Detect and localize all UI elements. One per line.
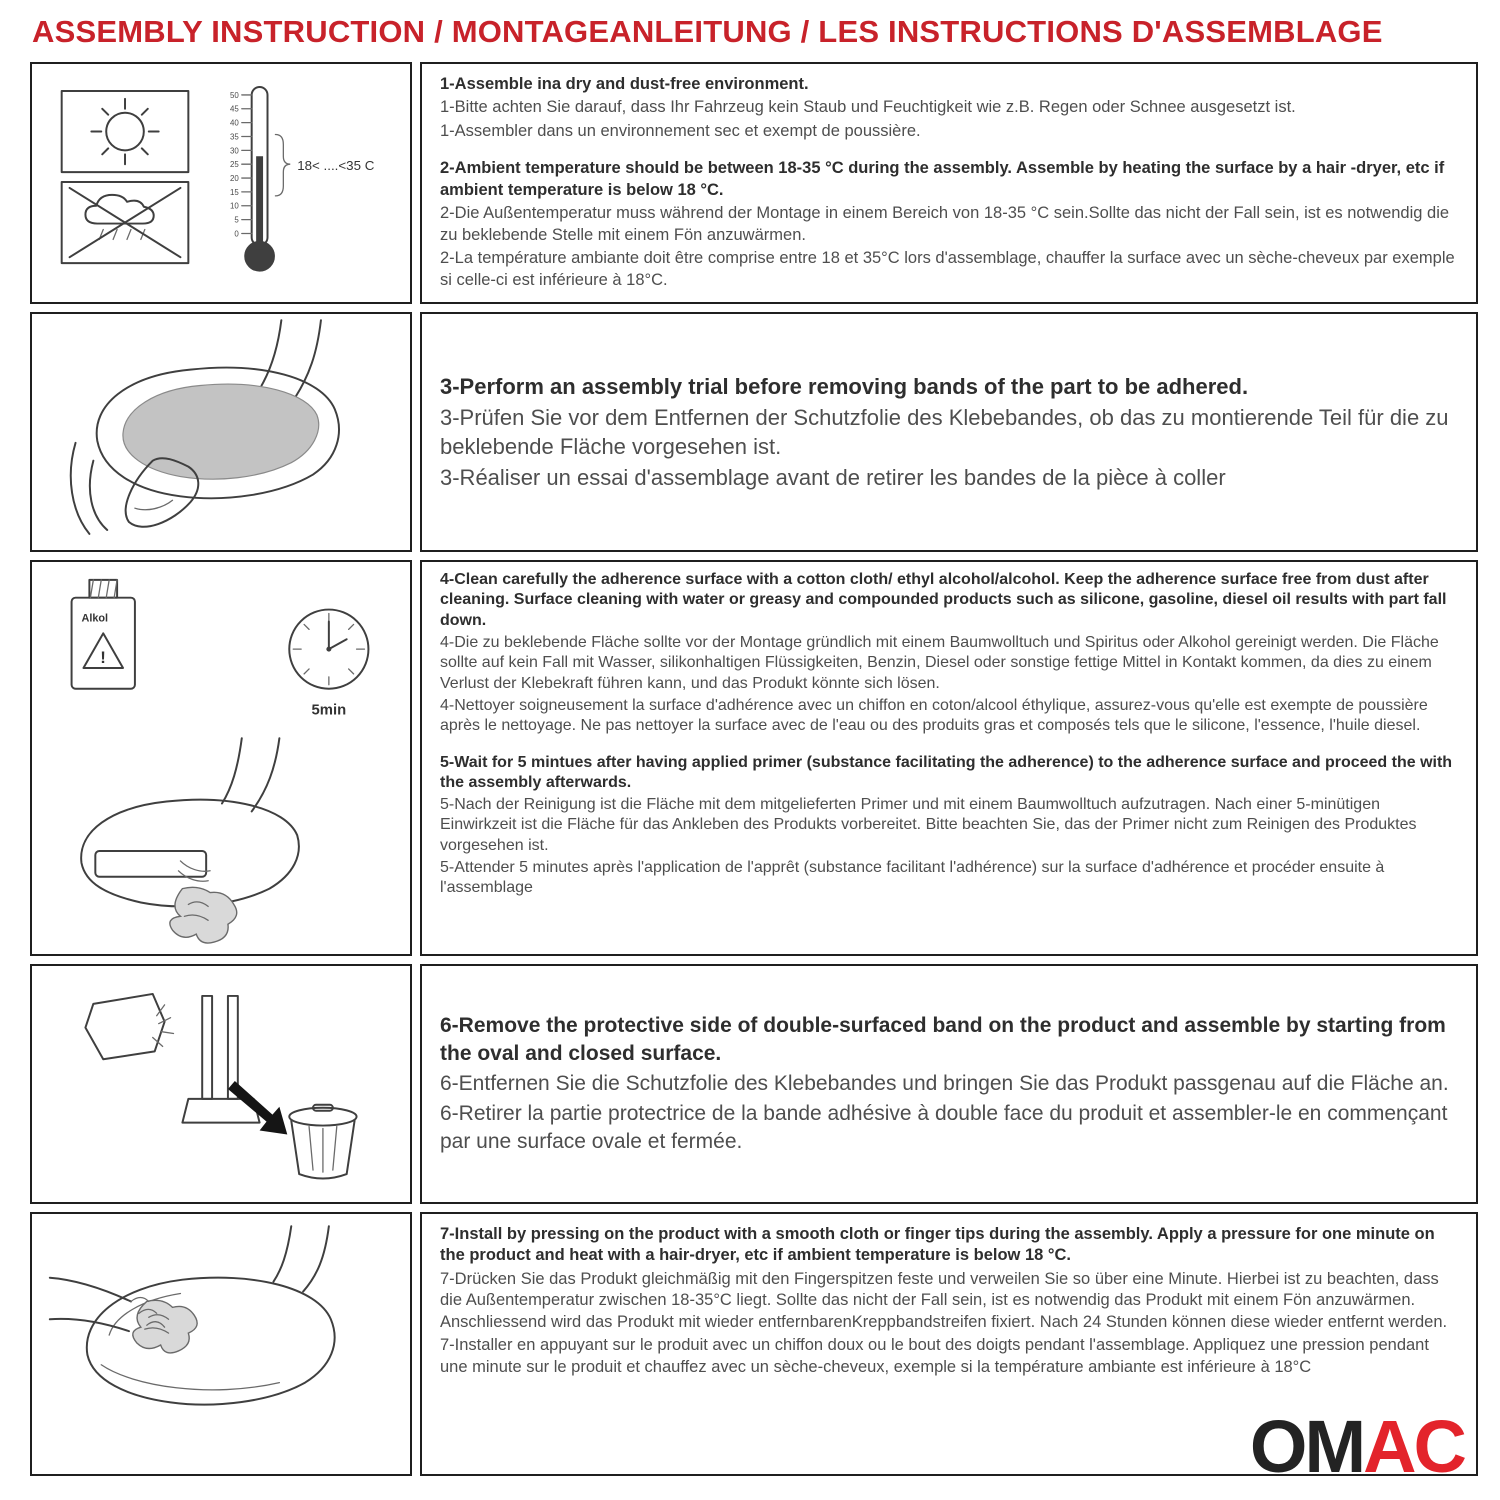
instruction-text-1 (420, 62, 1478, 304)
mirror-cap-icon (87, 1278, 335, 1405)
instruction-en: 5-Wait for 5 mintues after having applied primer (substance facilitating the adherence) to the adherence surface and proceed the with the assembly afterwards. (440, 753, 1453, 791)
instruction-en: 6-Remove the protective side of double-surfaced band on the product and assemble by starting from the oval and closed surface. (440, 1014, 1446, 1066)
instruction-fr: 4-Nettoyer soigneusement la surface d'adhérence avec un chiffon en coton/alcool éthylique, assurez-vous qu'elle est exempte de poussière après le nettoyage. Ne pas nettoyer la surface avec de l'eau ou des produits gras et composés tels que le silicone, l'essence, l'huile diesel. (440, 696, 1428, 735)
mirror-hand-illustration (32, 314, 410, 550)
svg-text:15: 15 (230, 187, 239, 197)
instruction-de: 1-Bitte achten Sie darauf, dass Ihr Fahrzeug kein Staub und Feuchtigkeit wie z.B. Regen oder Schnee ausgesetzt ist. (440, 98, 1296, 117)
mirror-arm-lines (273, 1226, 328, 1291)
trash-can-icon (289, 1105, 356, 1179)
climate-illustration-svg (32, 64, 410, 302)
press-illustration (30, 1212, 412, 1476)
svg-text:25: 25 (230, 160, 239, 170)
omac-logo-dark: OM (1249, 1405, 1364, 1488)
instruction-fr: 1-Assembler dans un environnement sec et exempt de poussière. (440, 121, 921, 140)
cleaning-illustration-svg (32, 562, 410, 954)
instruction-en: 1-Assemble ina dry and dust-free environment. (440, 75, 809, 93)
climate-illustration (30, 62, 412, 304)
thermometer-icon (230, 87, 375, 271)
instruction-row-4 (30, 964, 1478, 1204)
cleaning-illustration (30, 560, 412, 956)
arrow-icon (228, 1081, 287, 1134)
instruction-de: 4-Die zu beklebende Fläche sollte vor der Montage gründlich mit einem Baumwolltuch und Spiritus oder Alkohol gereinigt werden. Die Fläche sollte auf kein Fall mit Wasser, silikonhaltigen Flüssigkeiten, Benzin, Diesel oder sonstige fettige Mittel in Kontakt kommen, da dies zu einem Verlust der Klebekraft führen kann, und das Produkt könnte sich lösen. (440, 633, 1439, 692)
clock-label: 5min (311, 702, 347, 719)
press-cloth-illustration (32, 1214, 410, 1474)
instruction-row-1 (30, 62, 1478, 304)
instruction-en: 2-Ambient temperature should be between 18-35 °C during the assembly. Assemble by heating the surface by a hair -dryer, etc if ambient temperature is below 18 °C. (440, 159, 1445, 199)
peel-hand-icon (85, 994, 173, 1059)
svg-text:40: 40 (230, 118, 239, 128)
mirror-cap-icon (97, 368, 339, 499)
instruction-de: 5-Nach der Reinigung ist die Fläche mit dem mitgelieferten Primer und mit einem Baumwolltuch aufzutragen. Nach einer 5-minütigen Einwirkzeit ist die Fläche für das Ankleben des Produkts vorbereitet. Bitte beachten Sie, das der Primer nicht zum Reinigen des Produktes vorgesehen ist. (440, 796, 1417, 854)
svg-text:20: 20 (230, 174, 239, 184)
page-title: ASSEMBLY INSTRUCTION / MONTAGEANLEITUNG / LES INSTRUCTIONS D'ASSEMBLAGE (32, 14, 1383, 49)
instruction-fr: 3-Réaliser un essai d'assemblage avant de retirer les bandes de la pièce à coller (440, 465, 1226, 491)
omac-logo (1249, 1405, 1464, 1488)
band-removal-illustration (30, 964, 412, 1204)
instruction-en: 7-Install by pressing on the product with a smooth cloth or finger tips during the assembly. Apply a pressure for one minute on the product and heat with a hair-dryer, etc if ambient temperature is below 18 °C. (440, 1225, 1435, 1265)
svg-text:10: 10 (230, 201, 239, 211)
instruction-en: 4-Clean carefully the adherence surface with a cotton cloth/ ethyl alcohol/alcohol. Keep the adherence surface free from dust after cleaning. Surface cleaning with water or greasy and compounded products such as silicone, gasoline, diesel oil results with part fall down. (440, 571, 1447, 629)
instruction-de: 7-Drücken Sie das Produkt gleichmäßig mit den Fingerspitzen feste und verweilen Sie so über eine Minute. Hierbei ist zu beachten, dass die Außentemperatur zwischen 18-35°C liegt. Sollte das nicht der Fall sein, ist es notwendig das Produkt mit einem Fön anzuwärmen. Anschliessend wird das Produkt mit wieder entfernbarenKreppbandstreifen fixiert. Nach 24 Stunden können diese wieder entfernt werden. (440, 1269, 1448, 1331)
instruction-text-3 (420, 560, 1478, 956)
instruction-row-2 (30, 312, 1478, 552)
temp-range-label: 18< ....<35 C (297, 158, 375, 174)
instruction-de: 2-Die Außentemperatur muss während der Montage in einem Bereich von 18-35 °C sein.Sollte das nicht der Fall sein, ist es notwendig die zu beklebende Stelle mit einem Fön anzuwärmen. (440, 204, 1450, 244)
instruction-text-2 (420, 312, 1478, 552)
instruction-fr: 7-Installer en appuyant sur le produit avec un chiffon doux ou le bout des doigts pendant l'assemblage. Appliquez une pression pendant une minute sur le produit et chauffez avec un sèche-cheveux, exemple si la température ambiante est inférieure à 18°C (440, 1336, 1429, 1376)
alcohol-bottle-icon (72, 580, 135, 689)
svg-text:45: 45 (230, 104, 239, 114)
wipe-mirror-illustration (81, 738, 299, 943)
svg-text:35: 35 (230, 132, 239, 142)
svg-text:50: 50 (230, 90, 239, 100)
instruction-fr: 2-La température ambiante doit être comprise entre 18 et 35°C lors d'assemblage, chauffer la surface avec un sèche-cheveux par exemple si celle-ci est inférieure à 18°C. (440, 249, 1455, 289)
band-removal-svg (32, 966, 410, 1202)
bottle-label: Alkol (81, 612, 109, 625)
instruction-text-4 (420, 964, 1478, 1204)
clock-icon (289, 610, 368, 719)
instruction-fr: 5-Attender 5 minutes après l'application de l'apprêt (substance facilitant l'adhérence) sur la surface d'adhérence et procéder ensuite à l'assemblage (440, 859, 1385, 897)
no-rain-icon (62, 182, 189, 263)
svg-text:!: ! (100, 648, 106, 668)
sun-icon (62, 91, 189, 172)
trial-illustration (30, 312, 412, 552)
svg-text:5: 5 (234, 215, 239, 225)
instruction-de: 6-Entfernen Sie die Schutzfolie des Klebebandes und bringen Sie das Produkt passgenau auf die Fläche an. (440, 1072, 1449, 1096)
cloth-icon (170, 887, 237, 943)
omac-logo-red: AC (1363, 1405, 1464, 1488)
instruction-de: 3-Prüfen Sie vor dem Entfernen der Schutzfolie des Klebebandes, ob das zu montierende Teil für die zu beklebende Fläche vorgesehen ist. (440, 404, 1449, 459)
warning-triangle-icon (83, 633, 123, 668)
instruction-en: 3-Perform an assembly trial before removing bands of the part to be adhered. (440, 373, 1249, 399)
instruction-row-3 (30, 560, 1478, 956)
svg-text:0: 0 (234, 229, 239, 239)
svg-text:30: 30 (230, 146, 239, 156)
instruction-fr: 6-Retirer la partie protectrice de la bande adhésive à double face du produit et assembler-le en commençant par une surface ovale et fermée. (440, 1101, 1448, 1153)
